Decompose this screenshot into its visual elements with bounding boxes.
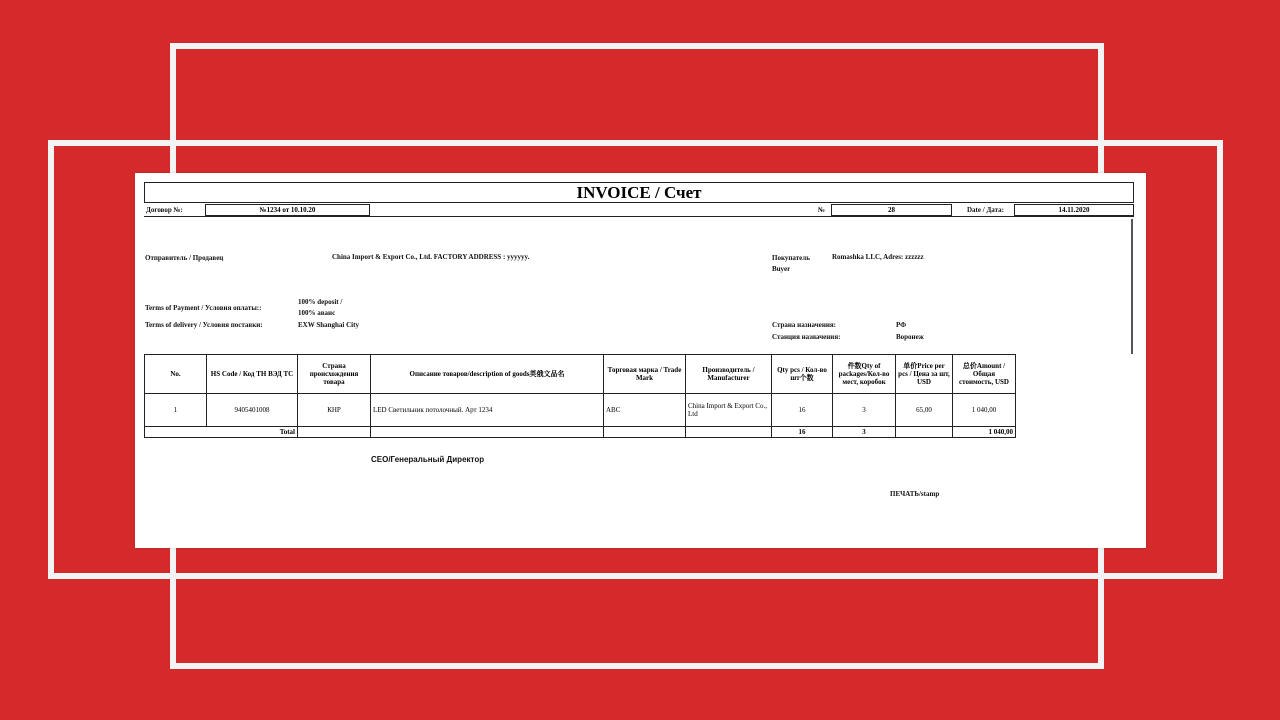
buyer-label-ru: Покупатель xyxy=(772,254,810,262)
header-description: Описание товаров/description of goods英俄文品名 xyxy=(371,355,604,394)
seller-label: Отправитель / Продавец xyxy=(145,254,224,262)
cell-price: 65,00 xyxy=(896,394,953,427)
cell-trade-mark: ABC xyxy=(604,394,686,427)
total-label: Total xyxy=(145,427,298,438)
cell-hs-code: 9405401008 xyxy=(207,394,298,427)
seller-value: China Import & Export Co., Ltd. FACTORY ADDRESS : yyyyyy. xyxy=(332,253,530,261)
header-packages: 件数Qty of packages/Кол-во мест, коробок xyxy=(833,355,896,394)
destination-station-label: Станция назначения: xyxy=(772,333,841,341)
invoice-document xyxy=(135,173,1146,548)
invoice-number-label: № xyxy=(818,206,826,214)
total-packages: 3 xyxy=(833,427,896,438)
header-trade-mark: Торговая марка / Trade Mark xyxy=(604,355,686,394)
header-no: No. xyxy=(145,355,207,394)
cell-origin-country: КНР xyxy=(298,394,371,427)
invoice-title: INVOICE / Счет xyxy=(144,182,1134,203)
buyer-label-en: Buyer xyxy=(772,265,791,273)
date-label: Date / Дата: xyxy=(967,206,1004,214)
cell-no: 1 xyxy=(145,394,207,427)
scrollbar-line xyxy=(1131,219,1133,354)
total-qty: 16 xyxy=(772,427,833,438)
cell-manufacturer: China Import & Export Co., Ltd xyxy=(686,394,772,427)
signature-label: CEO/Генеральный Директор xyxy=(371,455,485,464)
payment-terms-line1: 100% deposit / xyxy=(298,298,343,306)
total-amount: 1 040,00 xyxy=(953,427,1016,438)
header-price: 单价Price per pcs / Цена за шт, USD xyxy=(896,355,953,394)
cell-description: LED Светильник потолочный. Арт 1234 xyxy=(371,394,604,427)
header-qty: Qty pcs / Кол-во шт个数 xyxy=(772,355,833,394)
destination-country-value: РФ xyxy=(896,321,907,329)
buyer-value: Romashka LLC, Adres: zzzzzz xyxy=(832,253,924,261)
destination-country-label: Страна назначения: xyxy=(772,321,837,329)
invoice-table xyxy=(144,354,1016,438)
header-hs-code: HS Code / Код ТН ВЭД ТС xyxy=(207,355,298,394)
header-amount: 总价Amount / Общая стоимость, USD xyxy=(953,355,1016,394)
payment-terms-label: Terms of Payment / Условия оплаты:: xyxy=(145,304,262,312)
stamp-label: ПЕЧАТЬ/stamp xyxy=(890,490,940,498)
table-total-row xyxy=(145,427,1016,438)
cell-packages: 3 xyxy=(833,394,896,427)
table-row xyxy=(145,394,1016,427)
date-value: 14.11.2020 xyxy=(1014,204,1134,216)
table-header-row xyxy=(145,355,1016,394)
invoice-number-value: 28 xyxy=(831,204,952,216)
header-manufacturer: Производитель / Manufacturer xyxy=(686,355,772,394)
payment-terms-line2: 100% аванс xyxy=(298,309,336,317)
contract-label: Договор №: xyxy=(146,206,183,214)
header-origin-country: Страна происхождения товара xyxy=(298,355,371,394)
contract-value: №1234 от 10.10.20 xyxy=(205,204,370,216)
delivery-terms-value: EXW Shanghai City xyxy=(298,321,359,329)
cell-qty: 16 xyxy=(772,394,833,427)
cell-amount: 1 040,00 xyxy=(953,394,1016,427)
delivery-terms-label: Terms of delivery / Условия поставки: xyxy=(145,321,263,329)
destination-station-value: Воронеж xyxy=(896,333,924,341)
